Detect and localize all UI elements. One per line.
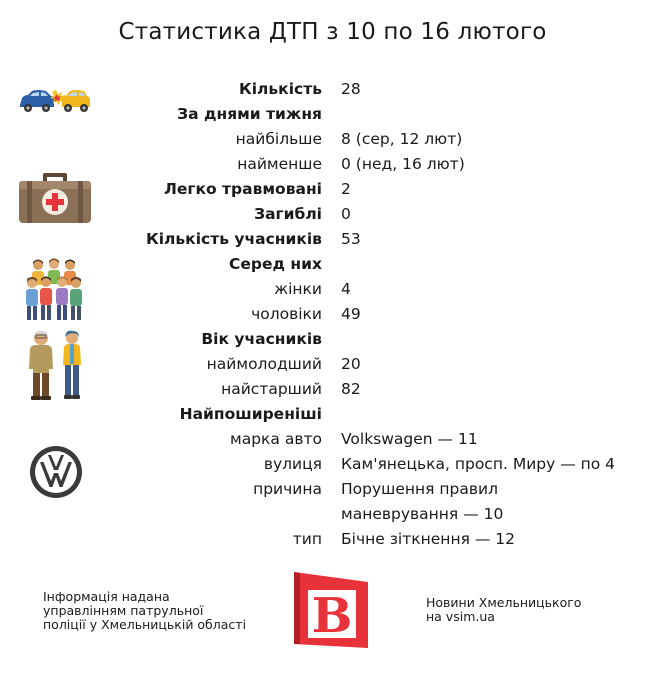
logo-letter: В [311,588,353,644]
row-cause-cont [0,505,665,527]
label-youngest: наймолодший [206,355,322,373]
vsim-logo [294,572,368,648]
row-participants [0,230,665,252]
row-cause [0,480,665,502]
row-street [0,455,665,477]
old-and-young-man-icon [27,329,85,401]
label-type: тип [292,530,322,548]
value-street: Кам'янецька, просп. Миру — по 4 [341,455,616,473]
label-count: Кількість [239,80,322,98]
label-street: вулиця [263,455,322,473]
value-killed: 0 [341,205,351,223]
brand-note [426,596,581,624]
row-among-them [0,255,665,277]
source-line-3: поліції у Хмельницькій області [43,617,247,632]
value-participants: 53 [341,230,361,248]
volkswagen-logo-icon [29,445,83,499]
value-most: 8 (сер, 12 лют) [341,130,463,148]
source-note [43,590,273,632]
label-age: Вік учасників [201,330,322,348]
row-most-common [0,405,665,427]
row-oldest [0,380,665,402]
label-cause: причина [253,480,322,498]
row-youngest [0,355,665,377]
row-type [0,530,665,552]
row-by-weekday [0,105,665,127]
page-title: Статистика ДТП з 10 по 16 лютого [118,19,547,45]
label-men: чоловіки [251,305,322,323]
row-count [0,80,665,102]
row-car-brand [0,430,665,452]
value-count: 28 [341,80,361,98]
label-oldest: найстарший [221,380,322,398]
label-women: жінки [274,280,322,298]
label-car-brand: марка авто [230,430,322,448]
value-type: Бічне зіткнення — 12 [341,530,515,548]
label-participants: Кількість учасників [146,230,322,248]
row-killed [0,205,665,227]
row-injured [0,180,665,202]
label-most: найбільше [235,130,322,148]
people-group-icon [26,257,82,321]
first-aid-kit-icon [18,172,92,224]
label-most-common: Найпоширеніші [179,405,322,423]
label-among-them: Серед них [229,255,322,273]
row-age [0,330,665,352]
value-injured: 2 [341,180,351,198]
source-line-2: управлінням патрульної [43,603,204,618]
value-oldest: 82 [341,380,361,398]
value-youngest: 20 [341,355,361,373]
label-killed: Загиблі [254,205,322,223]
brand-line-1: Новини Хмельницького [426,595,582,610]
row-women [0,280,665,302]
label-by-weekday: За днями тижня [177,105,322,123]
value-cause: Порушення правил [341,480,498,498]
label-least: найменше [237,155,322,173]
label-injured: Легко травмовані [163,180,322,198]
value-men: 49 [341,305,361,323]
brand-line-2: на vsim.ua [426,609,495,624]
row-least [0,155,665,177]
value-car-brand: Volkswagen — 11 [341,430,478,448]
source-line-1: Інформація надана [43,589,170,604]
value-cause-cont: маневрування — 10 [341,505,504,523]
row-most [0,130,665,152]
value-women: 4 [341,280,351,298]
row-men [0,305,665,327]
value-least: 0 (нед, 16 лют) [341,155,465,173]
car-crash-icon [18,86,92,116]
